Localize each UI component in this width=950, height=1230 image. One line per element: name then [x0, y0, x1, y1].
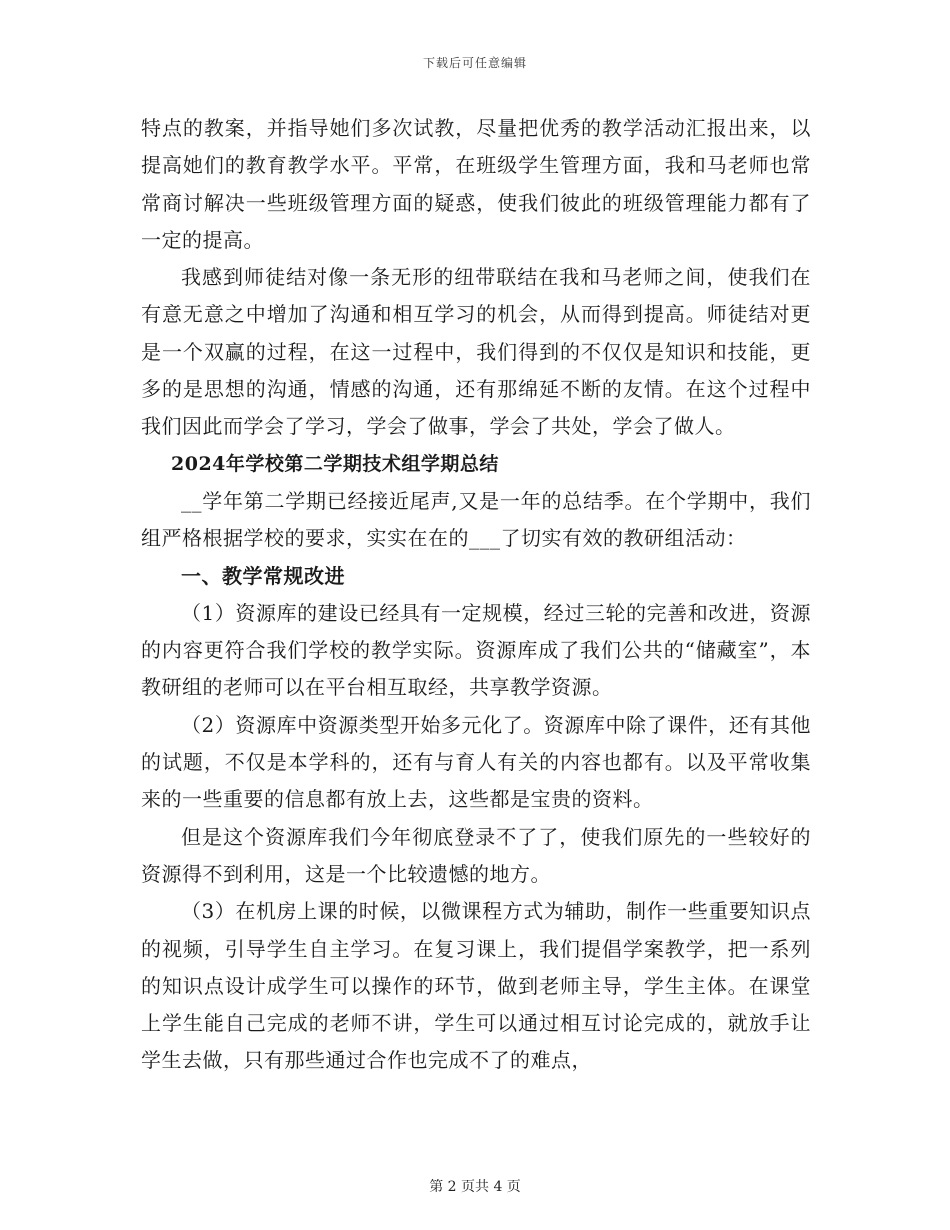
page-footer: 第 2 页共 4 页 — [429, 1179, 521, 1195]
paragraph: 我感到师徒结对像一条无形的纽带联结在我和马老师之间，使我们在有意无意之中增加了沟通和相互学习的机会，从而得到提高。师徒结对更是一个双赢的过程，在这一过程中，我们得到的不仅仅是知识和技能，更多的是思想的沟通，情感的沟通，还有那绵延不断的友情。在这个过程中我们因此而学会了学习，学会了做事，学会了共处，学会了做人。 — [141, 265, 811, 439]
paragraph: 但是这个资源库我们今年彻底登录不了了，使我们原先的一些较好的资源得不到利用，这是一个比较遗憾的地方。 — [141, 824, 811, 886]
list-item: （3）在机房上课的时候，以微课程方式为辅助，制作一些重要知识点的视频，引导学生自主学习。在复习课上，我们提倡学案教学，把一系列的知识点设计成学生可以操作的环节，做到老师主导，学生主体。在课堂上学生能自己完成的老师不讲，学生可以通过相互讨论完成的，就放手让学生去做，只有那些通过合作也完成不了的难点， — [141, 899, 811, 1073]
page-header: 下载后可任意编辑 — [422, 56, 527, 70]
section-title: 2024年学校第二学期技术组学期总结 — [171, 452, 499, 475]
paragraph: 特点的教案，并指导她们多次试教，尽量把优秀的教学活动汇报出来，以提高她们的教育教学水平。平常，在班级学生管理方面，我和马老师也常常商讨解决一些班级管理方面的疑惑，使我们彼此的班级管理能力都有了一定的提高。 — [141, 116, 811, 252]
document-body — [141, 110, 811, 1080]
list-item: （2）资源库中资源类型开始多元化了。资源库中除了课件，还有其他的试题，不仅是本学科的，还有与育人有关的内容也都有。以及平常收集来的一些重要的信息都有放上去，这些都是宝贵的资料。 — [141, 712, 811, 812]
intro-paragraph: __学年第二学期已经接近尾声,又是一年的总结季。在个学期中，我们组严格根据学校的要求，实实在在的___了切实有效的教研组活动： — [141, 488, 811, 551]
section-heading: 一、教学常规改进 — [181, 563, 345, 588]
list-item: （1）资源库的建设已经具有一定规模，经过三轮的完善和改进，资源的内容更符合我们学校的教学实际。资源库成了我们公共的“储藏室”，本教研组的老师可以在平台相互取经，共享教学资源。 — [141, 600, 811, 700]
